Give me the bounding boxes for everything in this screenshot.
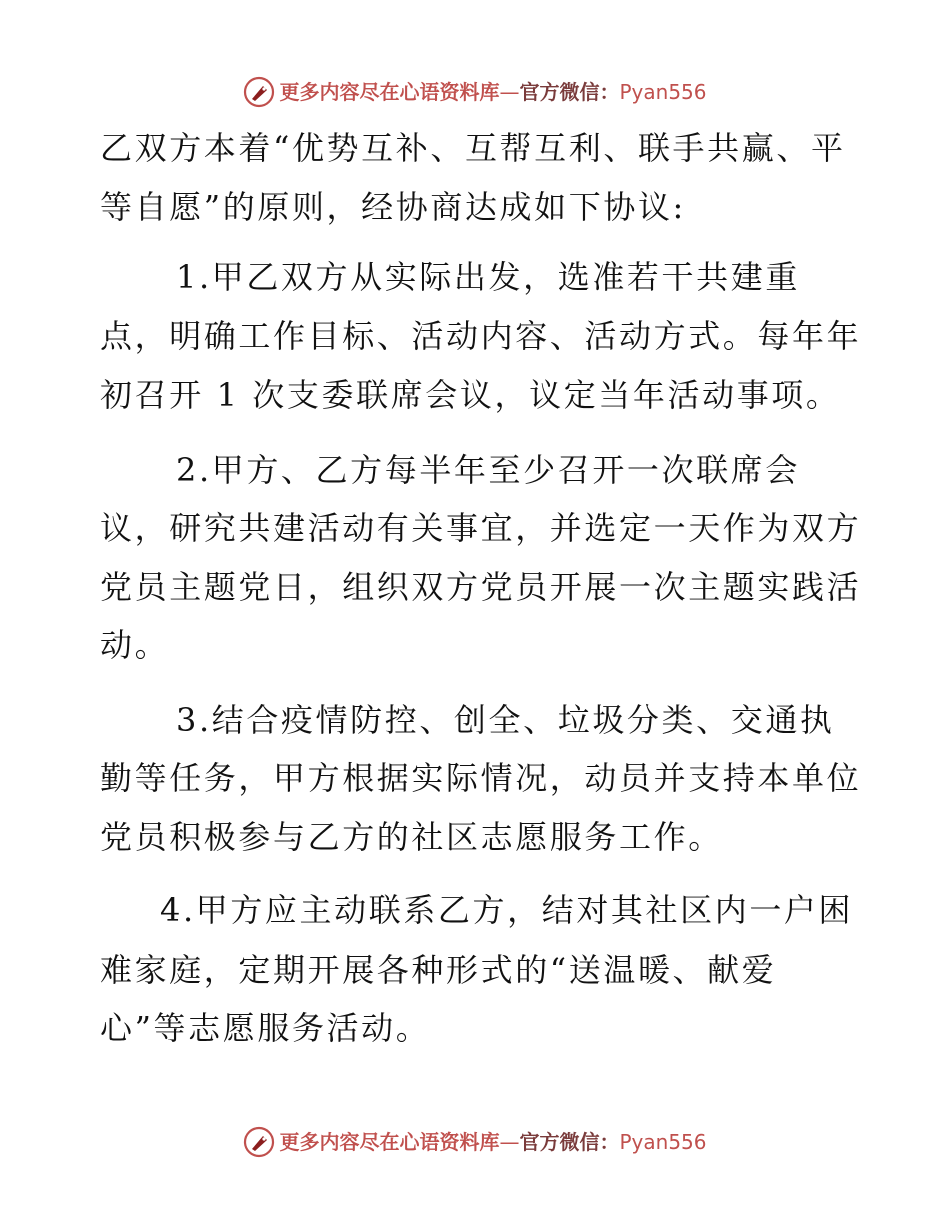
text-line: 党员主题党日，组织双方党员开展一次主题实践活 xyxy=(100,568,862,606)
clause-3-line: 3.结合疫情防控、创全、垃圾分类、交通执 xyxy=(176,701,835,739)
pen-nib-logo-icon xyxy=(243,1126,275,1158)
clause-2-line: 2.甲方、乙方每半年至少召开一次联席会 xyxy=(176,451,800,489)
text-line: 勤等任务，甲方根据实际情况，动员并支持本单位 xyxy=(100,759,862,797)
text-line: 乙双方本着“优势互补、互帮互利、联手共赢、平 xyxy=(100,129,846,167)
clause-4-line: 4.甲方应主动联系乙方，结对其社区内一户困 xyxy=(160,891,854,929)
banner-wechat-id: Pyan556 xyxy=(619,1130,707,1154)
banner-wechat-id: Pyan556 xyxy=(619,80,707,104)
banner-wechat-label: 官方微信： xyxy=(519,1130,620,1154)
header-banner xyxy=(0,76,950,108)
banner-wechat-label: 官方微信： xyxy=(519,80,620,104)
text-line: 动。 xyxy=(100,626,170,664)
text-line: 点，明确工作目标、活动内容、活动方式。每年年 xyxy=(100,317,862,355)
clause-1-line: 1.甲乙双方从实际出发，选准若干共建重 xyxy=(176,258,800,296)
banner-dash: — xyxy=(499,1130,520,1154)
text-line: 难家庭，定期开展各种形式的“送温暖、献爱 xyxy=(100,951,777,989)
text-line: 初召开 1 次支委联席会议，议定当年活动事项。 xyxy=(100,376,841,414)
banner-lead-text: 更多内容尽在心语资料库 xyxy=(279,80,500,104)
text-line: 心”等志愿服务活动。 xyxy=(100,1009,431,1047)
text-line: 议，研究共建活动有关事宜，并选定一天作为双方 xyxy=(100,509,862,547)
text-line: 党员积极参与乙方的社区志愿服务工作。 xyxy=(100,818,723,856)
banner-lead-text: 更多内容尽在心语资料库 xyxy=(279,1130,500,1154)
footer-banner xyxy=(0,1126,950,1158)
banner-dash: — xyxy=(499,80,520,104)
text-line: 等自愿”的原则，经协商达成如下协议: xyxy=(100,188,686,226)
pen-nib-logo-icon xyxy=(243,76,275,108)
